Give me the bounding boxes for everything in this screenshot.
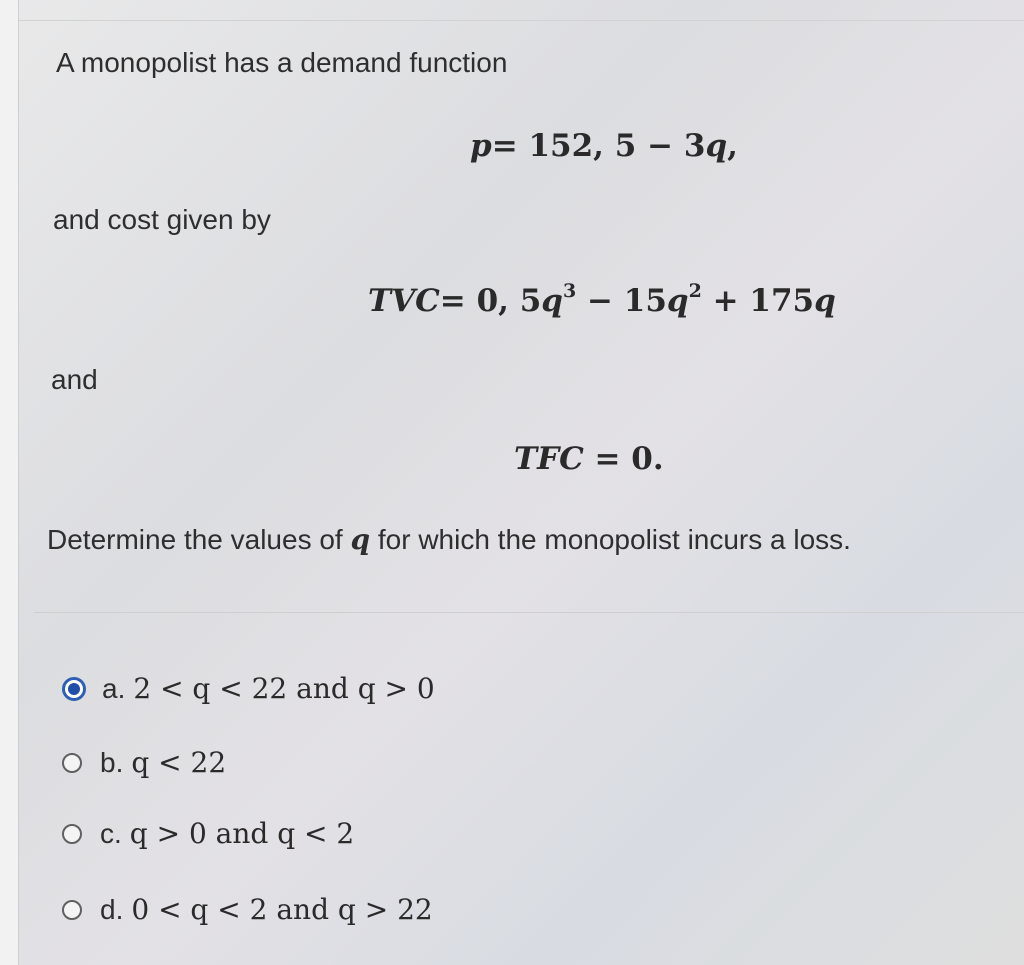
tvc-var1: q <box>541 283 563 319</box>
tfc-lhs: TFC <box>514 441 584 477</box>
cost-intro: and cost given by <box>53 204 271 235</box>
demand-lhs: p <box>470 128 492 164</box>
option-letter: c. <box>100 817 122 849</box>
option-c[interactable] <box>62 817 354 850</box>
demand-rhs: = 152, 5 − 3 <box>491 128 706 164</box>
tvc-part1: = 0, 5 <box>439 283 542 319</box>
tfc-equation <box>514 441 664 477</box>
tvc-lhs: TVC <box>368 283 440 319</box>
tvc-var2: q <box>666 283 689 319</box>
tvc-part3: + 175 <box>701 283 815 319</box>
tvc-equation <box>368 280 836 319</box>
radio-button[interactable] <box>62 753 82 773</box>
option-letter: d. <box>100 893 124 925</box>
tvc-part2: − 15 <box>576 283 667 319</box>
radio-button-selected[interactable] <box>62 677 86 701</box>
demand-var: q <box>705 128 728 164</box>
prompt-before: Determine the values of <box>47 524 351 555</box>
radio-button[interactable] <box>62 824 82 844</box>
tvc-var3: q <box>814 283 836 319</box>
answer-divider <box>34 612 1024 613</box>
option-text: q < 22 <box>131 746 227 779</box>
prompt-var: q <box>350 523 371 556</box>
option-a[interactable] <box>62 672 435 705</box>
demand-tail: , <box>727 128 738 164</box>
tvc-exp2: 2 <box>688 280 702 302</box>
option-letter: a. <box>102 672 126 704</box>
radio-button[interactable] <box>62 900 82 920</box>
demand-equation <box>470 128 738 164</box>
prompt-after: for which the monopolist incurs a loss. <box>370 524 851 555</box>
option-b[interactable] <box>62 746 226 779</box>
tvc-exp1: 3 <box>562 280 577 302</box>
question-prompt <box>47 523 851 556</box>
option-letter: b. <box>100 746 124 778</box>
option-text: q > 0 and q < 2 <box>129 817 355 850</box>
option-text: 0 < q < 2 and q > 22 <box>131 893 433 926</box>
and-text: and <box>51 364 98 395</box>
tfc-rhs: = 0. <box>583 441 664 477</box>
option-text: 2 < q < 22 and q > 0 <box>133 672 435 705</box>
option-d[interactable] <box>62 893 433 926</box>
question-intro: A monopolist has a demand function <box>56 47 508 78</box>
